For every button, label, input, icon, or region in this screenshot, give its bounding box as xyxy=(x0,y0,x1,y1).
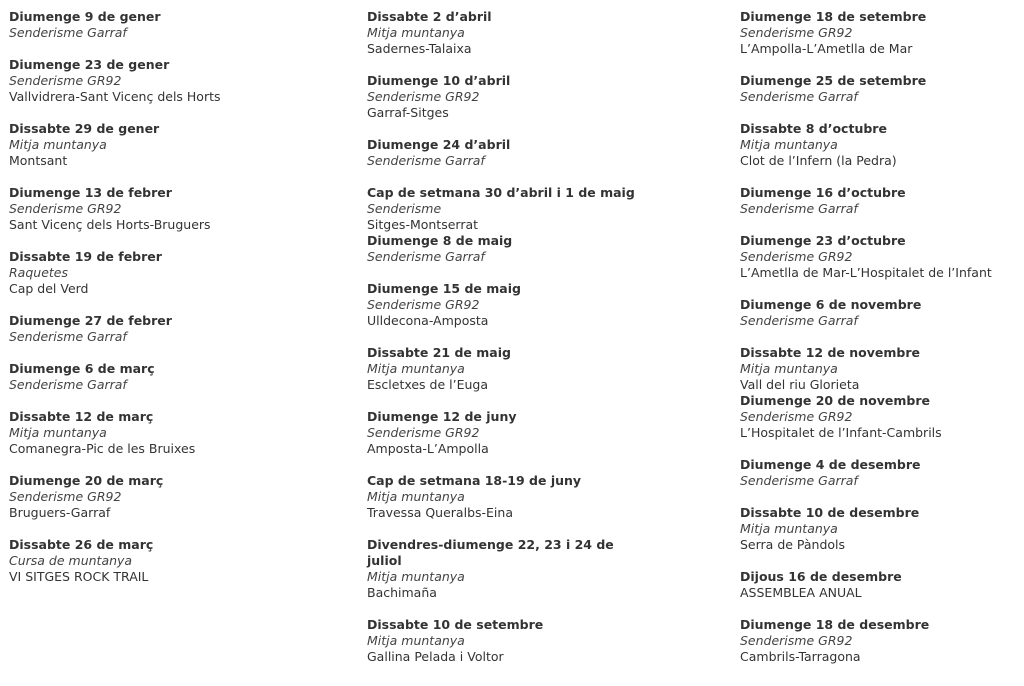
event-date: Diumenge 6 de març xyxy=(9,361,155,376)
event-type: Senderisme GR92 xyxy=(740,25,853,40)
event-date: Dissabte 19 de febrer xyxy=(9,249,162,264)
calendar-event xyxy=(367,617,717,665)
event-place: Sitges-Montserrat xyxy=(367,217,479,232)
event-type: Senderisme GR92 xyxy=(9,201,122,216)
event-date: Dissabte 26 de març xyxy=(9,537,154,552)
event-date: Diumenge 20 de març xyxy=(9,473,164,488)
event-date: Dissabte 10 de desembre xyxy=(740,505,920,520)
event-date: Dissabte 29 de gener xyxy=(9,121,160,136)
calendar-event xyxy=(367,473,717,521)
calendar-event xyxy=(9,409,349,457)
calendar-event xyxy=(367,409,717,457)
event-type: Mitja muntanya xyxy=(740,137,838,152)
calendar-event xyxy=(740,185,1020,217)
calendar-event xyxy=(740,73,1020,105)
calendar-event xyxy=(9,121,349,169)
event-date: Cap de setmana 30 d’abril i 1 de maig xyxy=(367,185,635,200)
event-type: Mitja muntanya xyxy=(367,569,465,584)
calendar-event xyxy=(9,313,349,345)
event-place: Vallvidrera-Sant Vicenç dels Horts xyxy=(9,89,221,104)
calendar-event xyxy=(740,393,1020,441)
event-type: Senderisme Garraf xyxy=(740,89,858,104)
event-type: Mitja muntanya xyxy=(367,633,465,648)
event-place: Sant Vicenç dels Horts-Bruguers xyxy=(9,217,211,232)
event-type: Senderisme Garraf xyxy=(740,473,858,488)
calendar-event xyxy=(367,9,717,57)
calendar-event xyxy=(740,297,1020,329)
event-type: Senderisme Garraf xyxy=(740,313,858,328)
events-column-3 xyxy=(740,9,1020,665)
calendar-event xyxy=(740,457,1020,489)
event-type: Senderisme GR92 xyxy=(9,73,122,88)
event-place: Ulldecona-Amposta xyxy=(367,313,489,328)
event-type: Mitja muntanya xyxy=(740,361,838,376)
event-date: Diumenge 20 de novembre xyxy=(740,393,930,408)
calendar-event xyxy=(740,505,1020,553)
event-date: Diumenge 18 de setembre xyxy=(740,9,927,24)
event-type: Senderisme GR92 xyxy=(367,297,480,312)
event-date: Diumenge 15 de maig xyxy=(367,281,521,296)
event-date: Diumenge 9 de gener xyxy=(9,9,161,24)
event-place: Vall del riu Glorieta xyxy=(740,377,860,392)
event-date: Diumenge 27 de febrer xyxy=(9,313,172,328)
event-type: Senderisme GR92 xyxy=(740,409,853,424)
event-date: Dissabte 12 de novembre xyxy=(740,345,920,360)
event-date: Dijous 16 de desembre xyxy=(740,569,902,584)
event-type: Senderisme GR92 xyxy=(367,89,480,104)
calendar-event xyxy=(9,361,349,393)
calendar-event xyxy=(740,569,1020,601)
calendar-event xyxy=(740,9,1020,57)
event-date: Dissabte 12 de març xyxy=(9,409,154,424)
calendar-event xyxy=(740,345,1020,393)
event-date: Dissabte 10 de setembre xyxy=(367,617,544,632)
event-place: Garraf-Sitges xyxy=(367,105,449,120)
event-type: Senderisme GR92 xyxy=(740,633,853,648)
event-date: Diumenge 6 de novembre xyxy=(740,297,922,312)
event-date: Diumenge 23 d’octubre xyxy=(740,233,906,248)
event-place: Comanegra-Pic de les Bruixes xyxy=(9,441,196,456)
events-column-1 xyxy=(9,9,349,585)
event-type: Senderisme Garraf xyxy=(9,377,127,392)
calendar-event xyxy=(367,185,717,233)
event-place: Clot de l’Infern (la Pedra) xyxy=(740,153,897,168)
event-type: Raquetes xyxy=(9,265,68,280)
event-date: Diumenge 25 de setembre xyxy=(740,73,927,88)
event-type: Cursa de muntanya xyxy=(9,553,133,568)
calendar-event xyxy=(9,57,349,105)
event-place: ASSEMBLEA ANUAL xyxy=(740,585,862,600)
calendar-event xyxy=(9,537,349,585)
calendar-event xyxy=(740,121,1020,169)
event-place: Travessa Queralbs-Eina xyxy=(367,505,513,520)
event-place: Cap del Verd xyxy=(9,281,89,296)
event-type: Senderisme Garraf xyxy=(367,153,485,168)
event-place: Cambrils-Tarragona xyxy=(740,649,861,664)
calendar-event xyxy=(740,617,1020,665)
calendar-event xyxy=(9,249,349,297)
event-place: Gallina Pelada i Voltor xyxy=(367,649,504,664)
event-place: Bachimaña xyxy=(367,585,437,600)
calendar-event xyxy=(367,73,717,121)
event-date: Diumenge 12 de juny xyxy=(367,409,517,424)
calendar-event xyxy=(9,473,349,521)
event-date: Dissabte 21 de maig xyxy=(367,345,511,360)
event-place: VI SITGES ROCK TRAIL xyxy=(9,569,149,584)
event-type: Senderisme Garraf xyxy=(367,249,485,264)
event-type: Senderisme xyxy=(367,201,442,216)
event-type: Mitja muntanya xyxy=(367,361,465,376)
event-date: Diumenge 16 d’octubre xyxy=(740,185,906,200)
event-type: Senderisme Garraf xyxy=(9,25,127,40)
event-place: L’Hospitalet de l’Infant-Cambrils xyxy=(740,425,942,440)
event-place: L’Ampolla-L’Ametlla de Mar xyxy=(740,41,913,56)
event-place: Sadernes-Talaixa xyxy=(367,41,472,56)
event-type: Senderisme Garraf xyxy=(740,201,858,216)
calendar-event xyxy=(367,281,717,329)
event-date: Diumenge 8 de maig xyxy=(367,233,513,248)
event-date: Diumenge 10 d’abril xyxy=(367,73,511,88)
event-date: Diumenge 23 de gener xyxy=(9,57,170,72)
event-date: Diumenge 18 de desembre xyxy=(740,617,930,632)
event-type: Mitja muntanya xyxy=(9,137,107,152)
event-place: Escletxes de l’Euga xyxy=(367,377,488,392)
event-place: Amposta-L’Ampolla xyxy=(367,441,489,456)
event-place: Bruguers-Garraf xyxy=(9,505,111,520)
event-date: Cap de setmana 18-19 de juny xyxy=(367,473,582,488)
event-type: Senderisme GR92 xyxy=(9,489,122,504)
event-type: Mitja muntanya xyxy=(740,521,838,536)
calendar-event xyxy=(367,233,717,265)
event-type: Mitja muntanya xyxy=(9,425,107,440)
events-column-2 xyxy=(367,9,717,665)
event-date: Diumenge 13 de febrer xyxy=(9,185,172,200)
event-type: Mitja muntanya xyxy=(367,489,465,504)
calendar-event xyxy=(9,185,349,233)
calendar-event xyxy=(740,233,1020,281)
event-type: Mitja muntanya xyxy=(367,25,465,40)
event-type: Senderisme GR92 xyxy=(367,425,480,440)
event-date: Dissabte 2 d’abril xyxy=(367,9,492,24)
calendar-event xyxy=(367,345,717,393)
event-date: Diumenge 4 de desembre xyxy=(740,457,921,472)
event-place: Serra de Pàndols xyxy=(740,537,846,552)
event-place: Montsant xyxy=(9,153,68,168)
calendar-event xyxy=(9,9,349,41)
event-place: L’Ametlla de Mar-L’Hospitalet de l’Infant xyxy=(740,265,992,280)
calendar-event xyxy=(367,537,717,601)
event-date: Divendres-diumenge 22, 23 i 24 de juliol xyxy=(367,537,614,568)
event-type: Senderisme Garraf xyxy=(9,329,127,344)
event-date: Diumenge 24 d’abril xyxy=(367,137,511,152)
event-type: Senderisme GR92 xyxy=(740,249,853,264)
calendar-event xyxy=(367,137,717,169)
event-date: Dissabte 8 d’octubre xyxy=(740,121,887,136)
